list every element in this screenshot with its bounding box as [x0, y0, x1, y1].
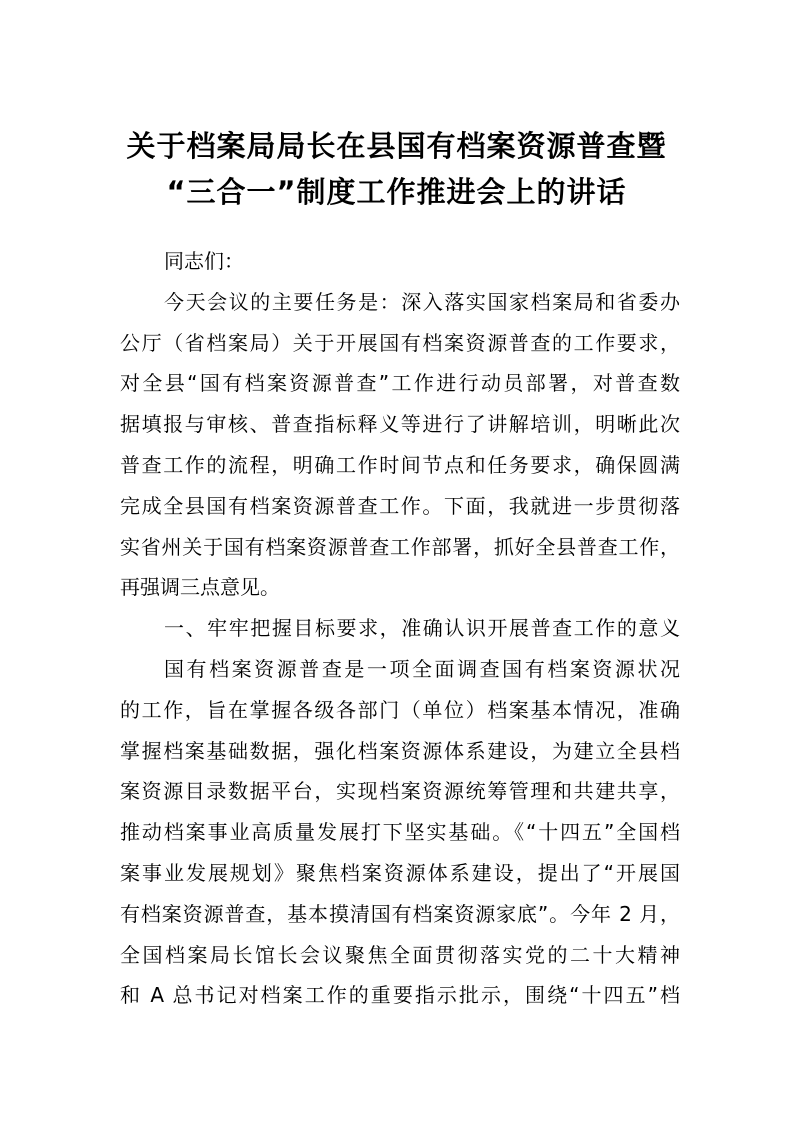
body-line: 掌握档案基础数据，强化档案资源体系建设，为建立全县档: [120, 738, 680, 763]
body-line: 国有档案资源普查是一项全面调查国有档案资源状况: [164, 656, 680, 681]
body-line: 全国档案局长馆长会议聚焦全面贯彻落实党的二十大精神: [120, 942, 680, 967]
body-line: 案事业发展规划》聚焦档案资源体系建设，提出了“开展国: [120, 860, 680, 885]
body-line: 再强调三点意见。: [120, 575, 280, 600]
body-line: 有档案资源普查，基本摸清国有档案资源家底”。今年 2 月，: [120, 901, 680, 926]
body-line: 和 A 总书记对档案工作的重要指示批示，围绕“十四五”档: [120, 983, 680, 1008]
body-line: 推动档案事业高质量发展打下坚实基础。《“十四五”全国档: [120, 820, 680, 845]
body-line: 公厅（省档案局）关于开展国有档案资源普查的工作要求，: [120, 330, 680, 355]
document-title-line-1: 关于档案局局长在县国有档案资源普查暨: [126, 129, 667, 163]
document-title-line-2: “三合一”制度工作推进会上的讲话: [166, 175, 627, 209]
salutation: 同志们：: [164, 249, 244, 273]
section-heading: 一、牢牢把握目标要求，准确认识开展普查工作的意义: [164, 616, 680, 641]
body-line: 今天会议的主要任务是：深入落实国家档案局和省委办: [164, 289, 680, 314]
body-line: 对全县“国有档案资源普查”工作进行动员部署，对普查数: [120, 371, 680, 396]
body-line: 案资源目录数据平台，实现档案资源统筹管理和共建共享，: [120, 779, 680, 804]
body-line: 普查工作的流程，明确工作时间节点和任务要求，确保圆满: [120, 452, 680, 477]
document-body: [120, 241, 680, 1016]
body-line: 实省州关于国有档案资源普查工作部署，抓好全县普查工作，: [120, 534, 680, 559]
body-line: 据填报与审核、普查指标释义等进行了讲解培训，明晰此次: [120, 412, 680, 437]
body-line: 完成全县国有档案资源普查工作。下面，我就进一步贯彻落: [120, 493, 680, 518]
body-line: 的工作，旨在掌握各级各部门（单位）档案基本情况，准确: [120, 697, 680, 722]
